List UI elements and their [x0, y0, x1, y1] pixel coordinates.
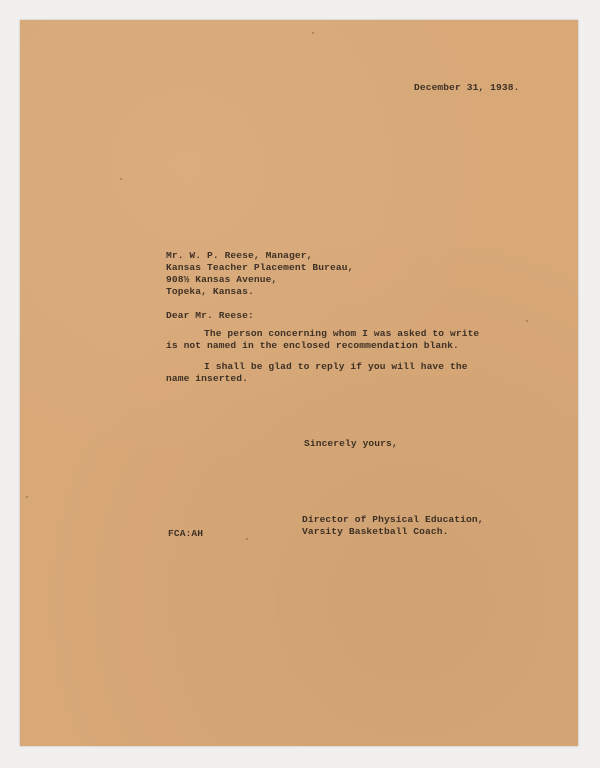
address-line: Kansas Teacher Placement Bureau, [166, 262, 354, 273]
letter-date: December 31, 1938. [414, 82, 520, 93]
address-line: 908½ Kansas Avenue, [166, 274, 278, 285]
reference-initials: FCA:AH [168, 528, 204, 539]
salutation: Dear Mr. Reese: [166, 310, 254, 321]
paper-speck [26, 496, 28, 498]
paper-speck [120, 178, 122, 180]
paragraph-line: I shall be glad to reply if you will have the [204, 361, 468, 372]
signature-title-line: Varsity Basketball Coach. [302, 526, 449, 537]
signature-title-line: Director of Physical Education, [302, 514, 484, 525]
paragraph-line: The person concerning whom I was asked to write [204, 328, 480, 339]
paragraph-line: name inserted. [166, 373, 249, 384]
address-line: Mr. W. P. Reese, Manager, [166, 250, 313, 261]
paragraph-line: is not named in the enclosed recommendation blank. [166, 340, 459, 351]
address-line: Topeka, Kansas. [166, 286, 254, 297]
paper-speck [312, 32, 314, 34]
complimentary-closing: Sincerely yours, [304, 438, 398, 449]
letter-page [20, 20, 578, 746]
paper-speck [526, 320, 528, 322]
paper-speck [246, 538, 248, 540]
